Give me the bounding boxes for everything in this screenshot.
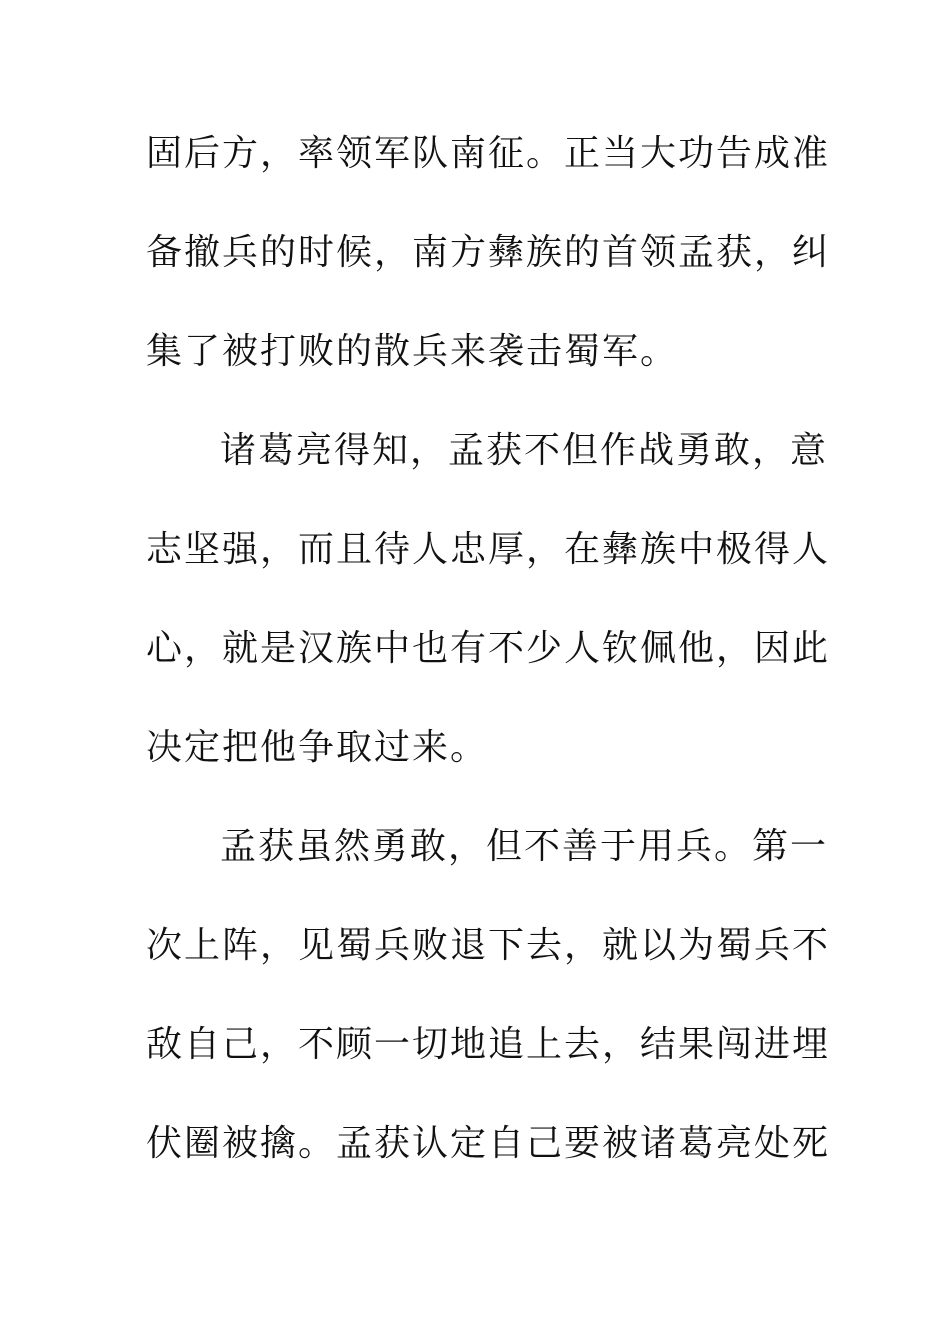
- body-text: [146, 124, 831, 1213]
- text-line: 集了被打败的散兵来袭击蜀军。: [146, 331, 679, 372]
- text-line: 固后方，率领军队南征。正当大功告成准: [146, 133, 831, 174]
- paragraph-first-line: 孟获虽然勇敢，但不善于用兵。第一: [220, 826, 829, 867]
- text-line: 备撤兵的时候，南方彝族的首领孟获，纠: [146, 232, 831, 273]
- paragraph-first-line: 诸葛亮得知，孟获不但作战勇敢，意: [220, 430, 829, 471]
- text-line: 心，就是汉族中也有不少人钦佩他，因此: [146, 628, 831, 669]
- text-line: 次上阵，见蜀兵败退下去，就以为蜀兵不: [146, 925, 831, 966]
- text-line: 敌自己，不顾一切地追上去，结果闯进埋: [146, 1024, 831, 1065]
- text-line: 志坚强，而且待人忠厚，在彝族中极得人: [146, 529, 831, 570]
- text-line: 伏圈被擒。孟获认定自己要被诸葛亮处死: [146, 1123, 831, 1164]
- text-line: 决定把他争取过来。: [146, 727, 489, 768]
